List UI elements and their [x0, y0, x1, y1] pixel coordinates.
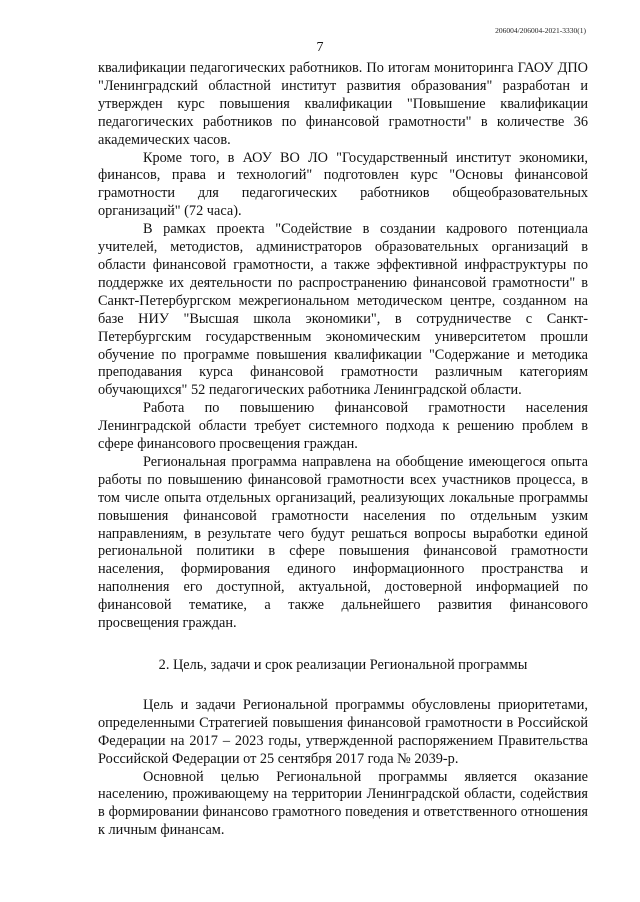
paragraph-goals: Цель и задачи Региональной программы обусловлены приоритетами, определенными Стратегией повышения финансовой грамотности в Российской Федерации на 2017 – 2023 годы, утвержденной распоряжением Правительства Российской Федерации от 25 сентября 2017 года № 2039-р.	[98, 696, 588, 767]
paragraph-course-aou: Кроме того, в АОУ ВО ЛО "Государственный институт экономики, финансов, права и технологий" подготовлен курс "Основы финансовой грамотности для педагогических работников общеобразовательных организаций" (72 часа).	[98, 149, 588, 220]
section-heading: 2. Цель, задачи и срок реализации Региональной программы	[158, 657, 528, 673]
document-id: 206004/206004-2021-3330(1)	[495, 26, 586, 35]
paragraph-regional-program: Региональная программа направлена на обобщение имеющегося опыта работы по повышению финансовой грамотности всех участников процесса, в том числе опыта отдельных организаций, реализующих локальные программы повышения финансовой грамотности населения по отдельным узким направлениям, в результате чего будут решаться вопросы выработки единой региональной политики в сфере повышения финансовой грамотности населения, формирования единого информационного пространства и наполнения его доступной, актуальной, достоверной информацией по финансовой тематике, а также дальнейшего развития финансового просвещения граждан.	[98, 453, 588, 632]
page-number: 7	[316, 40, 324, 55]
paragraph-systemic-approach: Работа по повышению финансовой грамотности населения Ленинградской области требует системного подхода к решению проблем в сфере финансового просвещения граждан.	[98, 400, 588, 453]
paragraph-main-goal: Основной целью Региональной программы является оказание населению, проживающему на территории Ленинградской области, содействия в формировании финансово грамотного поведения и ответственного отношения к личным финансам.	[98, 768, 588, 839]
paragraph-project: В рамках проекта "Содействие в создании кадрового потенциала учителей, методистов, администраторов образовательных организаций в области финансовой грамотности, а также эффективной инфраструктуры по поддержке их деятельности по распространению финансовой грамотности" в Санкт-Петербургском межрегиональном методическом центре, созданном на базе НИУ "Высшая школа экономики", в сотрудничестве с Санкт-Петербургским государственным экономическим университетом прошли обучение по программе повышения квалификации "Содержание и методика преподавания курса финансовой грамотности различным категориям обучающихся" 52 педагогических работника Ленинградской области.	[98, 221, 588, 399]
paragraph-continuation: квалификации педагогических работников. По итогам мониторинга ГАОУ ДПО "Ленинградский областной институт развития образования" разработан и утвержден курс повышения квалификации "Повышение квалификации педагогических работников по финансовой грамотности" в количестве 36 академических часов.	[98, 60, 588, 148]
document-body	[98, 60, 588, 840]
